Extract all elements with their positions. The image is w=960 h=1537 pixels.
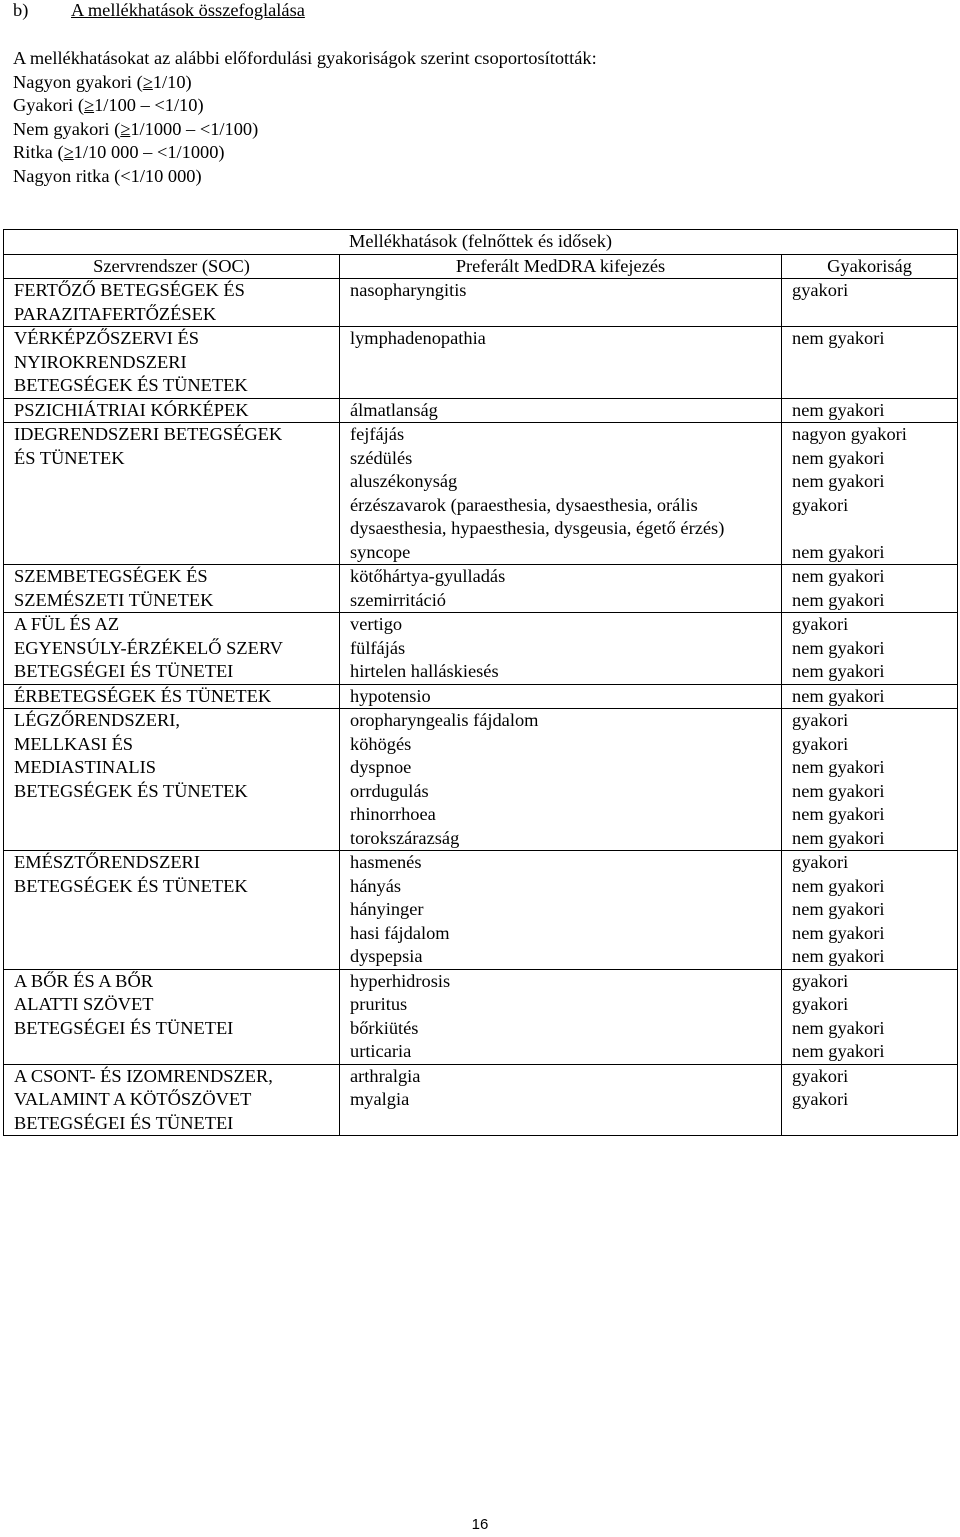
table-caption: Mellékhatások (felnőttek és idősek) (4, 230, 958, 255)
frequency-item (13, 141, 597, 165)
frequency-cell-line: nem gyakori (792, 685, 885, 706)
soc-cell (4, 327, 340, 399)
frequency-cell-line: nem gyakori (792, 541, 885, 562)
table-row (4, 613, 958, 685)
soc-cell-line: EMÉSZTŐRENDSZERI (14, 852, 200, 872)
frequency-cell-line: nagyon gyakori (792, 424, 907, 444)
term-cell-line: pruritus (350, 994, 408, 1014)
soc-cell-line: BETEGSÉGEK ÉS TÜNETEK (14, 375, 248, 395)
frequency-cell (782, 565, 958, 613)
term-cell-line: arthralgia (350, 1065, 421, 1086)
term-cell (340, 398, 782, 423)
term-cell-line: orrdugulás (350, 780, 429, 801)
term-cell-line: hypotensio (350, 685, 431, 706)
term-cell-line: lymphadenopathia (350, 328, 486, 348)
soc-cell-line: EGYENSÚLY-ÉRZÉKELŐ SZERV (14, 637, 283, 658)
table-row (4, 709, 958, 851)
table-row (4, 423, 958, 565)
soc-cell-line: A CSONT- ÉS IZOMRENDSZER, (14, 1065, 273, 1086)
frequency-cell-line: nem gyakori (792, 566, 885, 586)
frequency-cell-line: nem gyakori (792, 447, 885, 468)
term-cell (340, 709, 782, 851)
term-cell-line: myalgia (350, 1089, 410, 1109)
frequency-cell (782, 1064, 958, 1136)
term-cell-line: dysaesthesia, hypaesthesia, dysgeusia, égető érzés) (350, 518, 725, 538)
table-caption-row (4, 230, 958, 255)
frequency-list (13, 71, 597, 189)
term-cell-line: fülfájás (350, 637, 406, 658)
term-cell-line: urticaria (350, 1041, 412, 1061)
term-cell-line: álmatlanság (350, 399, 438, 420)
frequency-label: Nagyon ritka (<1/10 000) (13, 165, 202, 186)
frequency-range: 1/10 000 – <1/1000) (73, 142, 225, 162)
soc-cell-line: SZEMÉSZETI TÜNETEK (14, 589, 214, 610)
soc-cell (4, 851, 340, 970)
soc-cell-line: BETEGSÉGEK ÉS TÜNETEK (14, 875, 248, 896)
frequency-cell-line (792, 517, 947, 541)
frequency-cell (782, 709, 958, 851)
term-cell-line: rhinorrhoea (350, 804, 436, 824)
ge-symbol: ≥ (142, 71, 153, 92)
soc-cell-line: BETEGSÉGEI ÉS TÜNETEI (14, 1112, 234, 1133)
term-cell-line: dyspepsia (350, 946, 423, 966)
term-cell-line: dyspnoe (350, 757, 412, 777)
soc-cell-line: NYIROKRENDSZERI (14, 351, 187, 372)
term-cell-line: köhögés (350, 733, 412, 754)
frequency-cell-line: nem gyakori (792, 471, 885, 491)
table-header-row (4, 254, 958, 279)
term-cell (340, 327, 782, 399)
soc-cell-line: MEDIASTINALIS (14, 757, 157, 777)
frequency-item (13, 71, 597, 95)
ge-symbol: ≥ (84, 95, 95, 115)
term-cell-line: oropharyngealis fájdalom (350, 710, 539, 730)
soc-cell (4, 423, 340, 565)
frequency-cell (782, 969, 958, 1064)
section-number: b) (13, 0, 29, 20)
term-cell-line: hyperhidrosis (350, 970, 451, 991)
frequency-cell-line: gyakori (792, 970, 849, 991)
frequency-cell-line: nem gyakori (792, 804, 885, 824)
frequency-cell-line: nem gyakori (792, 661, 885, 681)
frequency-label: Nem gyakori ( (13, 118, 121, 139)
table-row (4, 1064, 958, 1136)
table-row (4, 851, 958, 970)
frequency-label: Gyakori ( (13, 95, 84, 115)
term-cell (340, 423, 782, 565)
header-frequency: Gyakoriság (782, 254, 958, 279)
frequency-cell-line: gyakori (792, 994, 849, 1014)
term-cell-line: hányás (350, 875, 402, 896)
frequency-cell-line: nem gyakori (792, 827, 885, 848)
header-term: Preferált MedDRA kifejezés (340, 254, 782, 279)
soc-cell-line: A FÜL ÉS AZ (14, 614, 120, 634)
term-cell-line: hasi fájdalom (350, 922, 450, 943)
soc-cell-line: IDEGRENDSZERI BETEGSÉGEK (14, 424, 283, 444)
soc-cell (4, 279, 340, 327)
section-title: A mellékhatások összefoglalása (71, 0, 305, 20)
table-row (4, 684, 958, 709)
soc-cell-line: ÉRBETEGSÉGEK ÉS TÜNETEK (14, 685, 272, 706)
soc-cell-line: SZEMBETEGSÉGEK ÉS (14, 566, 208, 586)
frequency-cell-line: nem gyakori (792, 922, 885, 943)
frequency-cell-line: gyakori (792, 280, 849, 300)
frequency-cell-line: gyakori (792, 1089, 849, 1109)
term-cell (340, 613, 782, 685)
frequency-cell-line: nem gyakori (792, 1017, 885, 1038)
soc-cell-line: BETEGSÉGEI ÉS TÜNETEI (14, 661, 234, 681)
frequency-cell-line: nem gyakori (792, 1041, 885, 1061)
frequency-cell (782, 279, 958, 327)
soc-cell-line: FERTŐZŐ BETEGSÉGEK ÉS (14, 280, 245, 300)
term-cell-line: hányinger (350, 899, 424, 919)
soc-cell-line: ÉS TÜNETEK (14, 447, 125, 468)
ge-symbol: ≥ (63, 142, 74, 162)
soc-cell-line: VALAMINT A KÖTŐSZÖVET (14, 1089, 252, 1109)
term-cell (340, 969, 782, 1064)
term-cell-line: syncope (350, 541, 411, 562)
frequency-item (13, 165, 597, 189)
frequency-label: Nagyon gyakori ( (13, 71, 143, 92)
frequency-cell (782, 327, 958, 399)
frequency-item (13, 118, 597, 142)
section-heading (13, 0, 305, 23)
soc-cell (4, 969, 340, 1064)
frequency-cell-line: gyakori (792, 494, 849, 515)
term-cell-line: fejfájás (350, 424, 405, 444)
soc-cell-line: LÉGZŐRENDSZERI, (14, 710, 181, 730)
soc-cell (4, 709, 340, 851)
soc-cell (4, 398, 340, 423)
frequency-cell-line: gyakori (792, 710, 849, 730)
term-cell-line: aluszékonyság (350, 471, 458, 491)
adverse-reactions-table (3, 229, 958, 1136)
frequency-item (13, 94, 597, 118)
soc-cell-line: MELLKASI ÉS (14, 733, 134, 754)
table-row (4, 279, 958, 327)
term-cell (340, 1064, 782, 1136)
frequency-cell (782, 398, 958, 423)
term-cell-line: kötőhártya-gyulladás (350, 566, 506, 586)
term-cell-line: szemirritáció (350, 589, 446, 610)
frequency-range: 1/100 – <1/10) (94, 95, 204, 115)
table-row (4, 969, 958, 1064)
frequency-cell-line: nem gyakori (792, 637, 885, 658)
ge-symbol: ≥ (120, 118, 131, 139)
table-row (4, 327, 958, 399)
frequency-cell-line: gyakori (792, 733, 849, 754)
soc-cell-line: BETEGSÉGEI ÉS TÜNETEI (14, 1017, 234, 1038)
term-cell-line: szédülés (350, 447, 413, 468)
frequency-cell (782, 851, 958, 970)
frequency-intro (13, 47, 597, 188)
frequency-cell (782, 613, 958, 685)
soc-cell-line: PSZICHIÁTRIAI KÓRKÉPEK (14, 399, 249, 420)
frequency-range: 1/10) (152, 71, 192, 92)
soc-cell-line: BETEGSÉGEK ÉS TÜNETEK (14, 780, 248, 801)
frequency-cell-line: nem gyakori (792, 757, 885, 777)
term-cell-line: nasopharyngitis (350, 280, 467, 300)
soc-cell-line: PARAZITAFERTŐZÉSEK (14, 303, 217, 324)
frequency-cell-line: nem gyakori (792, 399, 885, 420)
frequency-cell-line: gyakori (792, 852, 849, 872)
term-cell (340, 684, 782, 709)
frequency-cell-line: nem gyakori (792, 328, 885, 348)
frequency-range: 1/1000 – <1/100) (130, 118, 259, 139)
frequency-cell-line: nem gyakori (792, 946, 885, 966)
page-number: 16 (471, 1516, 489, 1533)
term-cell-line: torokszárazság (350, 827, 460, 848)
term-cell-line: hasmenés (350, 852, 422, 872)
term-cell (340, 565, 782, 613)
header-soc: Szervrendszer (SOC) (4, 254, 340, 279)
table-body (4, 279, 958, 1136)
frequency-cell-line: gyakori (792, 614, 849, 634)
frequency-cell-line: nem gyakori (792, 589, 885, 610)
frequency-label: Ritka ( (13, 142, 64, 162)
intro-sentence: A mellékhatásokat az alábbi előfordulási gyakoriságok szerint csoportosították: (13, 48, 597, 68)
frequency-cell (782, 423, 958, 565)
soc-cell (4, 1064, 340, 1136)
frequency-cell-line: gyakori (792, 1065, 849, 1086)
term-cell-line: hirtelen halláskiesés (350, 661, 499, 681)
term-cell-line: érzészavarok (paraesthesia, dysaesthesia, orális (350, 494, 698, 515)
table-row (4, 398, 958, 423)
soc-cell-line: A BŐR ÉS A BŐR (14, 970, 153, 991)
frequency-cell-line: nem gyakori (792, 875, 885, 896)
soc-cell (4, 684, 340, 709)
soc-cell (4, 613, 340, 685)
frequency-cell-line: nem gyakori (792, 899, 885, 919)
term-cell (340, 279, 782, 327)
term-cell-line: bőrkiütés (350, 1017, 419, 1038)
soc-cell-line: ALATTI SZÖVET (14, 994, 154, 1014)
term-cell-line: vertigo (350, 614, 403, 634)
table-row (4, 565, 958, 613)
soc-cell (4, 565, 340, 613)
soc-cell-line: VÉRKÉPZŐSZERVI ÉS (14, 328, 199, 348)
frequency-cell-line: nem gyakori (792, 780, 885, 801)
frequency-cell (782, 684, 958, 709)
term-cell (340, 851, 782, 970)
